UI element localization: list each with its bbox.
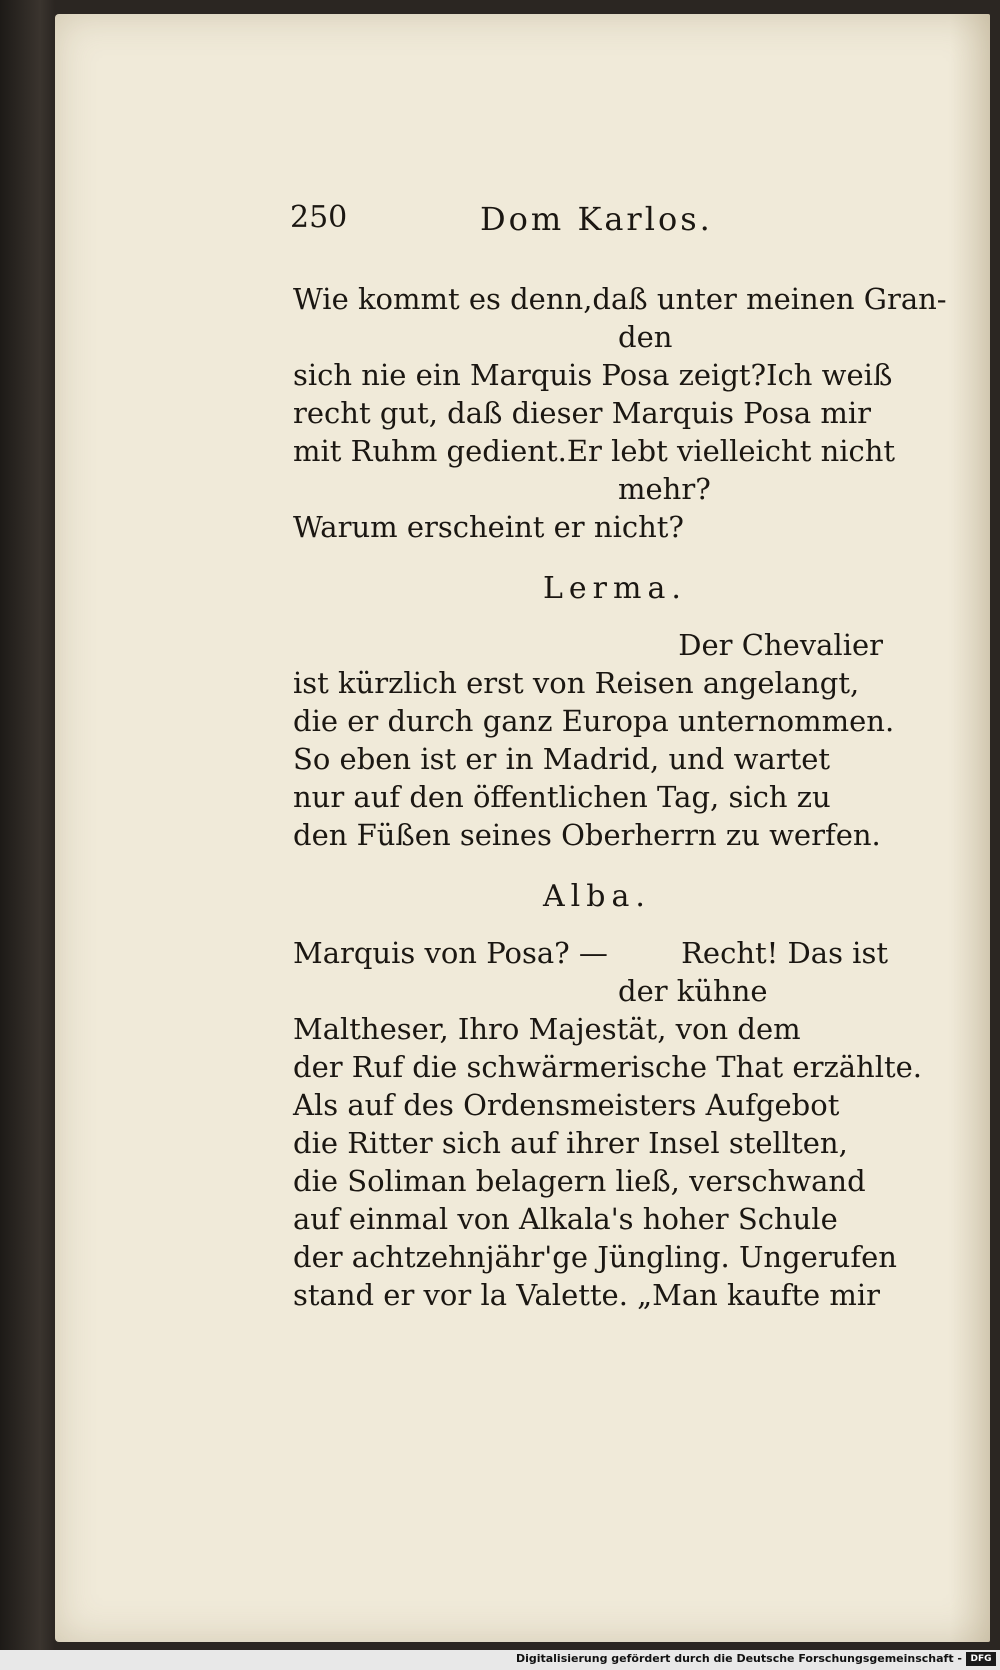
verse-line: den Füßen seines Oberherrn zu werfen. [293, 818, 881, 852]
verse-segment: Er lebt vielleicht nicht [566, 434, 896, 468]
verse-segment: Wie kommt es denn, [293, 282, 593, 316]
verse-line: Der Chevalier [678, 628, 883, 662]
verse-segment: Recht! Das ist [681, 936, 888, 970]
verse-line [293, 432, 896, 470]
verse-segment: Ich weiß [766, 358, 893, 392]
verse-line: die Ritter sich auf ihrer Insel stellten, [293, 1126, 848, 1160]
dfg-logo: DFG [966, 1652, 996, 1666]
verse-line: ist kürzlich erst von Reisen angelangt, [293, 666, 860, 700]
verse-segment: daß unter meinen Gran- [592, 282, 947, 316]
verse-segment: Marquis von Posa? — [293, 936, 608, 970]
verse-line: der achtzehnjähr'ge Jüngling. Ungerufen [293, 1240, 897, 1274]
speaker-name: Lerma. [543, 571, 687, 606]
page-header [290, 200, 890, 250]
verse-line: So eben ist er in Madrid, und wartet [293, 742, 831, 776]
running-title: Dom Karlos. [480, 200, 713, 238]
verse-segment: sich nie ein Marquis Posa zeigt? [293, 358, 767, 392]
verse-segment: mit Ruhm gedient. [293, 434, 567, 468]
verse-line: die er durch ganz Europa unternommen. [293, 704, 895, 738]
verse-line [293, 280, 947, 318]
verse-line: stand er vor la Valette. „Man kaufte mir [293, 1278, 880, 1312]
page-number: 250 [290, 200, 348, 235]
verse-line [293, 934, 888, 972]
verse-continuation: den [618, 320, 673, 354]
verse-line: Als auf des Ordensmeisters Aufgebot [293, 1088, 840, 1122]
verse-line: nur auf den öffentlichen Tag, sich zu [293, 780, 831, 814]
verse-line: Maltheser, Ihro Majestät, von dem [293, 1012, 801, 1046]
page-edge-shadow [950, 14, 990, 1642]
speaker-name: Alba. [543, 879, 651, 914]
verse-line: recht gut, daß dieser Marquis Posa mir [293, 396, 872, 430]
verse-line: Warum erscheint er nicht? [293, 510, 684, 544]
verse-line [293, 356, 893, 394]
verse-line: der Ruf die schwärmerische That erzählte. [293, 1050, 923, 1084]
verse-line: auf einmal von Alkala's hoher Schule [293, 1202, 838, 1236]
funding-credit: Digitalisierung gefördert durch die Deutsche Forschungsgemeinschaft - [515, 1652, 962, 1665]
verse-line: die Soliman belagern ließ, verschwand [293, 1164, 866, 1198]
verse-continuation: der kühne [618, 974, 768, 1008]
verse-continuation: mehr? [618, 472, 711, 506]
